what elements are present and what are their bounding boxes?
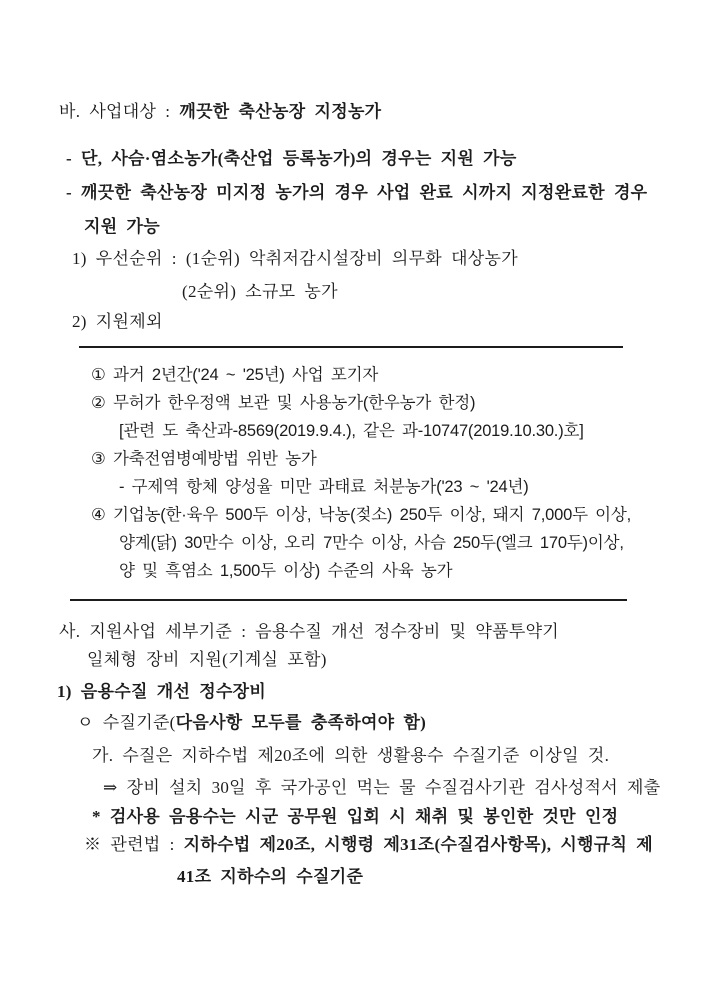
sa-sub-heading: 1) 음용수질 개선 정수장비 [57,682,267,701]
rule-ga: 가. 수질은 지하수법 제20조에 의한 생활용수 수질기준 이상일 것. [92,746,610,765]
exclusion-item-2-line2: [관련 도 축산과-8569(2019.9.4.), 같은 과-10747(2019.10.30.)호] [119,422,584,440]
exclusion-item-4-line2: 양계(닭) 30만수 이상, 오리 7만수 이상, 사슴 250두(엘크 170두)이상, [119,534,624,552]
exclusion-item-1: ① 과거 2년간('24 ~ '25년) 사업 포기자 [91,366,379,384]
exclusion-item-4-line1: ④ 기업농(한·육우 500두 이상, 낙농(젖소) 250두 이상, 돼지 7,000두 이상, [91,506,632,524]
exclusion-item-3-line2: - 구제역 항체 양성율 미만 과태료 처분농가('23 ~ '24년) [119,478,529,496]
water-quality-heading [77,712,426,733]
note-undesignated-line1: - 깨끗한 축산농장 미지정 농가의 경우 사업 완료 시까지 지정완료한 경우 [66,183,648,202]
note-deer-goat: - 단, 사슴·염소농가(축산업 등록농가)의 경우는 지원 가능 [66,149,517,168]
exclusion-box-bottom-rule [70,599,627,601]
related-law-line2: 41조 지하수의 수질기준 [177,867,364,886]
ba-heading-prefix: 바. 사업대상 : [59,102,180,121]
priority-line2: (2순위) 소규모 농가 [182,282,338,301]
exclusion-item-2-line1: ② 무허가 한우정액 보관 및 사용농가(한우농가 한정) [91,394,476,412]
sa-heading-line1: 사. 지원사업 세부기준 : 음용수질 개선 정수장비 및 약품투약기 [59,622,560,641]
ba-heading [59,101,381,122]
exclusion-box-top-rule [79,346,623,348]
exclusion-item-4-line3: 양 및 흑염소 1,500두 이상) 수준의 사육 농가 [119,562,453,580]
ba-heading-title: 깨끗한 축산농장 지정농가 [179,102,382,121]
priority-line1: 1) 우선순위 : (1순위) 악취저감시설장비 의무화 대상농가 [72,249,518,268]
note-undesignated-line2: 지원 가능 [84,217,160,236]
rule-star: * 검사용 음용수는 시군 공무원 입회 시 채취 및 봉인한 것만 인정 [92,807,619,826]
water-quality-bold: 다음사항 모두를 충족하여야 함) [175,713,427,732]
related-law-bold1: 지하수법 제20조, 시행령 제31조(수질검사항목), 시행규칙 제 [183,835,653,854]
rule-arrow: ⇒ 장비 설치 30일 후 국가공인 먹는 물 수질검사기관 검사성적서 제출 [103,778,661,797]
exclusion-item-3-line1: ③ 가축전염병예방법 위반 농가 [91,450,317,468]
water-quality-prefix: ㅇ 수질기준( [77,713,176,732]
sa-heading-line2: 일체형 장비 지원(기계실 포함) [87,650,327,669]
related-law-line1 [84,834,653,855]
exclusion-heading: 2) 지원제외 [72,312,163,331]
related-law-prefix: ※ 관련법 : [84,835,184,854]
